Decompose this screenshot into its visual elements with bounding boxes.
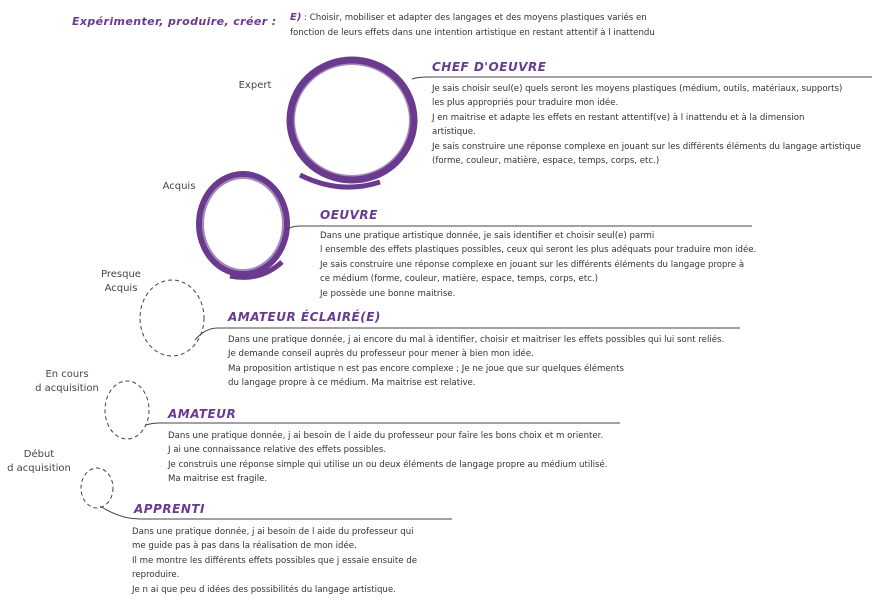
level-label-debut: Début d acquisition [7, 449, 71, 474]
amateur-underline [146, 423, 620, 425]
level-description-apprenti: Dans une pratique donnée, j ai besoin de l aide du professeur qui me guide pas à pas dans la réalisation de mon idée. Il me montre les différents effets possibles que j essaie ensuite de reproduire. Je n ai que peu d idées des possibilités du langage artistique. [132, 527, 418, 595]
expert-circle [290, 60, 414, 187]
chef-underline [412, 77, 872, 79]
objective-line-2: fonction de leurs effets dans une intention artistique en restant attentif à l inattendu [290, 28, 655, 38]
en-cours-circle [105, 381, 149, 439]
objective-line-1: : Choisir, mobiliser et adapter des langages et des moyens plastiques variés en [301, 13, 647, 23]
level-label-acquis: Acquis [162, 181, 196, 192]
acquis-circle [199, 174, 287, 277]
level-title-oeuvre: OEUVRE [320, 208, 378, 222]
level-title-chef-doeuvre: CHEF D'OEUVRE [432, 60, 547, 74]
level-label-expert: Expert [238, 80, 272, 91]
level-title-amateur-eclaire: AMATEUR ÉCLAIRÉ(E) [228, 310, 381, 324]
level-label-presque-acquis: Presque Acquis [101, 269, 141, 294]
level-description-amateur-eclaire: Dans une pratique donnée, j ai encore du mal à identifier, choisir et maitriser les effets possibles qui lui sont reliés. Je demande conseil auprès du professeur pour mener à bien mon idée. Ma proposition artistique n est pas encore complexe ; Je ne joue que sur quelques éléments du langage propre à ce médium. Ma maitrise est relative. [228, 335, 725, 389]
level-description-amateur: Dans une pratique donnée, j ai besoin de l aide du professeur pour faire les bons choix et m orienter. J ai une connaissance relative des effets possibles. Je construis une réponse simple qui utilise un ou deux éléments de langage propre au médium utilisé. Ma maitrise est fragile. [168, 431, 608, 485]
level-title-apprenti: APPRENTI [134, 502, 206, 516]
level-title-amateur: AMATEUR [168, 407, 237, 421]
objective-code: E) [290, 12, 302, 23]
level-label-en-cours: En cours d acquisition [35, 369, 99, 394]
level-description-chef-doeuvre: Je sais choisir seul(e) quels seront les moyens plastiques (médium, outils, matériaux, supports) les plus appropriés pour traduire mon idée. J en maitrise et adapte les effets en restant attentif(ve) à l inattendu et à la dimension artistique. Je sais construire une réponse complexe en jouant sur les différents éléments du langage artistique (forme, couleur, matière, espace, temps, corps, etc.) [432, 84, 861, 167]
section-heading: Expérimenter, produire, créer : [72, 15, 277, 28]
debut-circle [81, 468, 113, 508]
level-description-oeuvre: Dans une pratique artistique donnée, je sais identifier et choisir seul(e) parmi l ensemble des effets plastiques possibles, ceux qui seront les plus adéquats pour traduire mon idée. Je sais construire une réponse complexe en jouant sur les différents éléments du langage propre à ce médium (forme, couleur, matière, espace, temps, corps, etc.) Je possède une bonne maitrise. [320, 231, 757, 299]
presque-acquis-circle [140, 280, 204, 356]
